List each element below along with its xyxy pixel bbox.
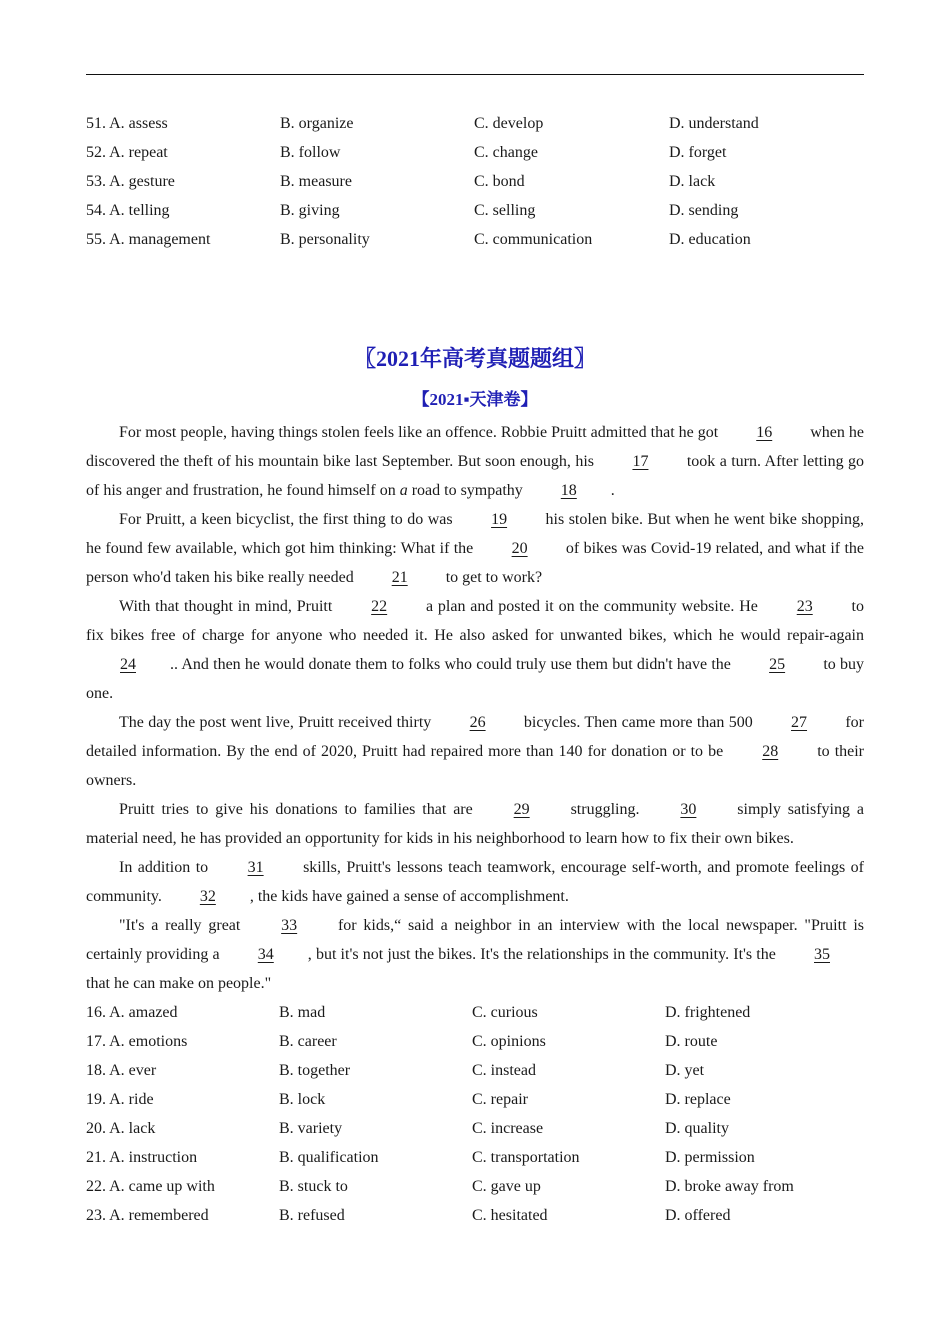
- section-title: 〖2021年高考真题题组〗: [353, 346, 596, 371]
- text: for detailed information. By the end of 2020, Pruitt had repaired more than 140 for donation or to be: [86, 714, 865, 760]
- option-17-d: D. route: [665, 1033, 718, 1050]
- paragraph-4: [86, 708, 864, 795]
- paragraph-6: [86, 853, 864, 911]
- blank-35: 35: [814, 946, 830, 963]
- italic-a: a: [399, 482, 408, 499]
- blank-34: 34: [257, 946, 274, 963]
- text: road to sympathy: [407, 482, 527, 499]
- option-51-b: B. organize: [280, 115, 354, 132]
- option-21-a: 21. A. instruction: [86, 1149, 198, 1166]
- option-51-a: 51. A. assess: [86, 115, 168, 132]
- text: to their owners.: [86, 743, 865, 789]
- text: to buy one.: [86, 656, 864, 702]
- text: , but it's not just the bikes. It's the relationships in the community. It's the: [307, 946, 780, 963]
- option-55-d: D. education: [669, 231, 751, 248]
- text: struggling.: [563, 801, 647, 818]
- option-52-c: C. change: [474, 144, 538, 161]
- blank-31: 31: [247, 859, 264, 876]
- blank-25: 25: [769, 656, 786, 673]
- blank-28: 28: [762, 743, 779, 760]
- text: skills, Pruitt's lessons teach teamwork, encourage self-worth, and promote feelings of community.: [86, 859, 864, 905]
- text: .: [610, 482, 615, 499]
- text: to get to work?: [441, 569, 543, 586]
- sub-title: 【2021▪天津卷】: [412, 390, 538, 409]
- blank-26: 26: [469, 714, 486, 731]
- text: The day the post went live, Pruitt received thirty: [119, 714, 436, 731]
- text: that he can make on people.": [86, 975, 272, 992]
- option-17-c: C. opinions: [472, 1033, 546, 1050]
- option-22-c: C. gave up: [472, 1178, 541, 1195]
- option-54-a: 54. A. telling: [86, 202, 170, 219]
- option-53-c: C. bond: [474, 173, 525, 190]
- blank-27: 27: [791, 714, 808, 731]
- option-22-a: 22. A. came up with: [86, 1178, 215, 1195]
- option-row-21: [86, 1143, 864, 1172]
- text: took a turn. After letting go of his anger and frustration, he found himself on: [86, 453, 865, 499]
- paragraph-5: [86, 795, 864, 853]
- text: simply satisfying a material need, he has provided an opportunity for kids in his neighborhood to learn how to fix their own bikes.: [86, 801, 865, 847]
- option-19-c: C. repair: [472, 1091, 528, 1108]
- paragraph-7: [86, 911, 864, 998]
- paragraph-1: [86, 418, 864, 505]
- option-row-55: [86, 225, 864, 254]
- text: , the kids have gained a sense of accomplishment.: [249, 888, 569, 905]
- text: Pruitt tries to give his donations to families that are: [119, 801, 480, 818]
- options-51-55: [86, 109, 864, 254]
- blank-32: 32: [199, 888, 216, 905]
- text: With that thought in mind, Pruitt: [119, 598, 338, 615]
- text: For most people, having things stolen feels like an offence. Robbie Pruitt admitted that he got: [119, 424, 723, 441]
- blank-30: 30: [680, 801, 697, 818]
- option-16-a: 16. A. amazed: [86, 1004, 178, 1021]
- blank-21: 21: [391, 569, 408, 586]
- option-54-d: D. sending: [669, 202, 739, 219]
- option-18-c: C. instead: [472, 1062, 536, 1079]
- paragraph-2: [86, 505, 864, 592]
- option-53-a: 53. A. gesture: [86, 173, 175, 190]
- text: to fix bikes free of charge for anyone who needed it. He also asked for unwanted bikes, which he would repair-again: [86, 598, 864, 644]
- option-21-b: B. qualification: [279, 1149, 379, 1166]
- option-20-d: D. quality: [665, 1120, 729, 1137]
- blank-20: 20: [511, 540, 528, 557]
- option-19-a: 19. A. ride: [86, 1091, 154, 1108]
- text: for kids,“ said a neighbor in an interview with the local newspaper. "Pruitt is certainly providing a: [86, 917, 865, 963]
- option-55-a: 55. A. management: [86, 231, 211, 248]
- option-53-d: D. lack: [669, 173, 716, 190]
- option-row-18: [86, 1056, 864, 1085]
- blank-17: 17: [632, 453, 649, 470]
- option-22-d: D. broke away from: [665, 1178, 794, 1195]
- option-17-a: 17. A. emotions: [86, 1033, 188, 1050]
- option-19-d: D. replace: [665, 1091, 731, 1108]
- option-18-a: 18. A. ever: [86, 1062, 157, 1079]
- text: of bikes was Covid-19 related, and what if the person who'd taken his bike really needed: [86, 540, 864, 586]
- option-52-d: D. forget: [669, 144, 727, 161]
- option-23-b: B. refused: [279, 1207, 345, 1224]
- option-54-b: B. giving: [280, 202, 340, 219]
- option-19-b: B. lock: [279, 1091, 326, 1108]
- text: his stolen bike. But when he went bike shopping, he found few available, which got him thinking: What if the: [86, 511, 864, 557]
- option-20-b: B. variety: [279, 1120, 343, 1137]
- option-16-c: C. curious: [472, 1004, 538, 1021]
- option-21-d: D. permission: [665, 1149, 755, 1166]
- option-row-16: [86, 998, 864, 1027]
- option-row-54: [86, 196, 864, 225]
- option-53-b: B. measure: [280, 173, 352, 190]
- blank-18: 18: [560, 482, 577, 499]
- option-row-23: [86, 1201, 864, 1230]
- option-row-51: [86, 109, 864, 138]
- option-20-c: C. increase: [472, 1120, 544, 1137]
- option-52-a: 52. A. repeat: [86, 144, 168, 161]
- blank-29: 29: [513, 801, 530, 818]
- blank-22: 22: [371, 598, 388, 615]
- option-row-52: [86, 138, 864, 167]
- blank-33: 33: [281, 917, 298, 934]
- options-16-23: [86, 998, 864, 1230]
- option-51-c: C. develop: [474, 115, 544, 132]
- text: In addition to: [119, 859, 214, 876]
- option-55-c: C. communication: [474, 231, 593, 248]
- text: . And then he would donate them to folks who could truly use them but didn't have the: [174, 656, 736, 673]
- option-row-19: [86, 1085, 864, 1114]
- blank-19: 19: [491, 511, 508, 528]
- paragraph-3: With that thought in mind, Pruitt 22 a plan and posted it on the community website. He 23 to fix bikes free of charge for anyone who needed it. He also asked for unwanted bikes, which he would repair-again 24 .. And then he would donate them to folks who could truly use them but didn't have the 25 to buy one.: [86, 592, 864, 708]
- option-22-b: B. stuck to: [279, 1178, 348, 1195]
- option-20-a: 20. A. lack: [86, 1120, 156, 1137]
- option-16-b: B. mad: [279, 1004, 326, 1021]
- option-16-d: D. frightened: [665, 1004, 751, 1021]
- option-23-d: D. offered: [665, 1207, 731, 1224]
- text: a plan and posted it on the community website. He: [421, 598, 763, 615]
- option-18-b: B. together: [279, 1062, 351, 1079]
- option-54-c: C. selling: [474, 202, 536, 219]
- option-18-d: D. yet: [665, 1062, 705, 1079]
- text: For Pruitt, a keen bicyclist, the first thing to do was: [119, 511, 458, 528]
- cloze-passage: [86, 418, 864, 998]
- text: bicycles. Then came more than 500: [519, 714, 758, 731]
- blank-24: 24: [120, 656, 136, 673]
- option-row-20: [86, 1114, 864, 1143]
- option-23-c: C. hesitated: [472, 1207, 548, 1224]
- option-21-c: C. transportation: [472, 1149, 580, 1166]
- option-23-a: 23. A. remembered: [86, 1207, 209, 1224]
- blank-23: 23: [796, 598, 813, 615]
- option-55-b: B. personality: [280, 231, 370, 248]
- option-17-b: B. career: [279, 1033, 337, 1050]
- text: "It's a really great: [119, 917, 248, 934]
- option-51-d: D. understand: [669, 115, 759, 132]
- option-row-53: [86, 167, 864, 196]
- option-row-22: [86, 1172, 864, 1201]
- option-52-b: B. follow: [280, 144, 341, 161]
- blank-16: 16: [756, 424, 773, 441]
- option-row-17: [86, 1027, 864, 1056]
- header-rule: [86, 74, 864, 75]
- text: when he discovered the theft of his mountain bike last September. But soon enough, his: [86, 424, 864, 470]
